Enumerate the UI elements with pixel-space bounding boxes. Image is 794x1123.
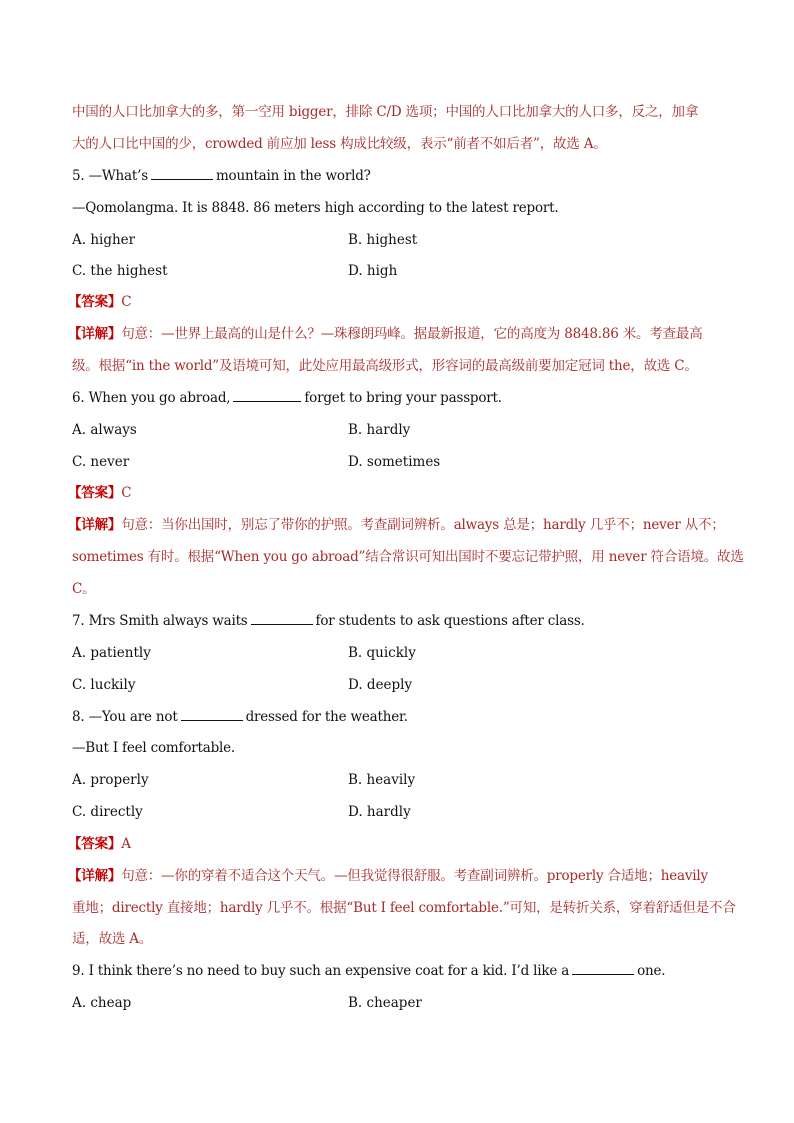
question-6-stem-start: 6. When you go abroad, — [72, 390, 231, 406]
question-5-option-d: D. high — [348, 263, 398, 279]
answer-value: C — [121, 485, 132, 501]
question-8-option-b: B. heavily — [348, 772, 416, 788]
question-5-option-b: B. highest — [348, 232, 418, 248]
question-6-option-b: B. hardly — [348, 422, 411, 438]
question-6-stem — [72, 388, 502, 408]
question-6-stem-end: forget to bring your passport. — [304, 390, 502, 406]
answer-blank — [181, 707, 243, 721]
question-7-option-c: C. luckily — [72, 677, 136, 693]
question-8-option-a: A. properly — [72, 772, 149, 788]
answer-blank — [251, 611, 313, 625]
question-6-detail-1 — [68, 515, 725, 535]
answer-tag: 【答案】 — [68, 836, 122, 852]
question-8-stem-start: 8. —You are not — [72, 709, 178, 725]
detail-text: 句意：—世界上最高的山是什么？—珠穆朗玛峰。据最新报道，它的高度为 8848.86 米。考查最高 — [121, 326, 703, 342]
question-8-stem — [72, 707, 408, 727]
question-6-detail-3: C。 — [72, 581, 96, 597]
question-5-detail-1 — [68, 324, 703, 344]
question-5-option-c: C. the highest — [72, 263, 168, 279]
detail-tag: 【详解】 — [68, 517, 122, 533]
question-6-answer — [68, 483, 131, 503]
answer-value: C — [121, 294, 132, 310]
detail-text: 句意：—你的穿着不适合这个天气。—但我觉得很舒服。考查副词辨析。properly 合适地；heavily — [121, 868, 708, 884]
question-8-answer — [68, 834, 131, 854]
question-8-reply: —But I feel comfortable. — [72, 740, 236, 756]
answer-blank — [572, 961, 634, 975]
question-7-stem — [72, 611, 585, 631]
question-5-stem-start: 5. —What’s — [72, 168, 148, 184]
question-8-option-c: C. directly — [72, 804, 143, 820]
question-7-option-b: B. quickly — [348, 645, 416, 661]
answer-tag: 【答案】 — [68, 294, 122, 310]
answer-blank — [233, 388, 301, 402]
question-8-detail-3: 适，故选 A。 — [72, 931, 153, 947]
question-9-option-a: A. cheap — [72, 995, 132, 1011]
question-5-stem — [72, 166, 371, 186]
question-5-option-a: A. higher — [72, 232, 136, 248]
question-9-stem-start: 9. I think there’s no need to buy such an expensive coat for a kid. I’d like a — [72, 963, 570, 979]
answer-tag: 【答案】 — [68, 485, 122, 501]
question-8-detail-2: 重地；directly 直接地；hardly 几乎不。根据“But I feel comfortable.”可知，是转折关系，穿着舒适但是不合 — [72, 900, 736, 916]
detail-tag: 【详解】 — [68, 326, 122, 342]
question-7-stem-end: for students to ask questions after class. — [315, 613, 585, 629]
question-6-option-a: A. always — [72, 422, 137, 438]
question-9-stem — [72, 961, 665, 981]
answer-value: A — [121, 836, 131, 852]
question-5-reply: —Qomolangma. It is 8848. 86 meters high according to the latest report. — [72, 200, 559, 216]
question-6-detail-2: sometimes 有时。根据“When you go abroad”结合常识可知出国时不要忘记带护照，用 never 符合语境。故选 — [72, 549, 744, 565]
question-5-stem-end: mountain in the world? — [215, 168, 371, 184]
question-5-answer — [68, 292, 131, 312]
question-9-option-b: B. cheaper — [348, 995, 422, 1011]
question-8-option-d: D. hardly — [348, 804, 411, 820]
question-5-detail-2: 级。根据“in the world”及语境可知，此处应用最高级形式，形容词的最高级前要加定冠词 the，故选 C。 — [72, 358, 698, 374]
question-7-option-a: A. patiently — [72, 645, 151, 661]
question-8-stem-end: dressed for the weather. — [245, 709, 408, 725]
intro-line-1: 中国的人口比加拿大的多，第一空用 bigger，排除 C/D 选项；中国的人口比加拿大的人口多，反之，加拿 — [72, 104, 699, 120]
detail-text: 句意：当你出国时，别忘了带你的护照。考查副词辨析。always 总是；hardly 几乎不；never 从不； — [121, 517, 725, 533]
question-9-stem-end: one. — [637, 963, 666, 979]
detail-tag: 【详解】 — [68, 868, 122, 884]
question-8-detail-1 — [68, 866, 708, 886]
question-6-option-d: D. sometimes — [348, 454, 441, 470]
answer-blank — [151, 166, 213, 180]
question-7-stem-start: 7. Mrs Smith always waits — [72, 613, 248, 629]
question-7-option-d: D. deeply — [348, 677, 413, 693]
question-6-option-c: C. never — [72, 454, 130, 470]
intro-line-2: 大的人口比中国的少，crowded 前应加 less 构成比较级，表示“前者不如后者”，故选 A。 — [72, 136, 607, 152]
